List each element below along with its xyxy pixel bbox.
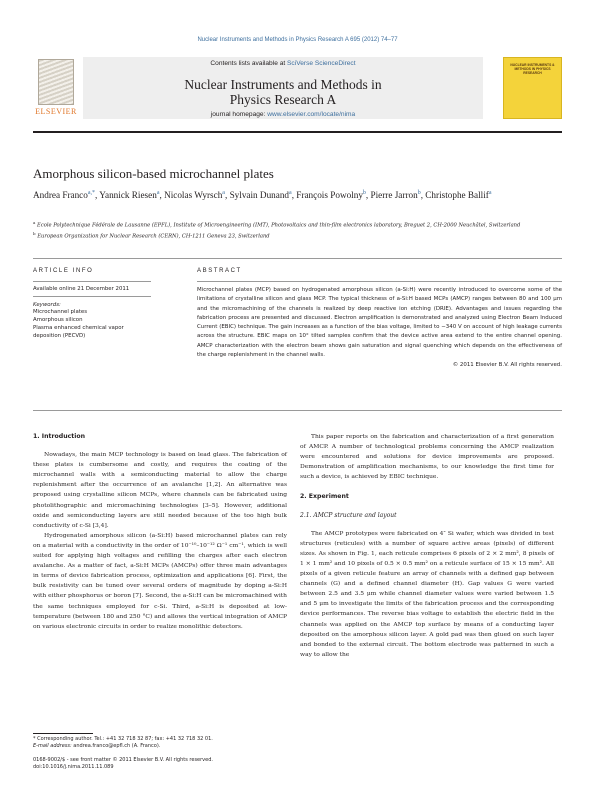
elsevier-logo xyxy=(33,57,79,119)
author-affiliation-mark: b xyxy=(362,190,366,196)
homepage-link[interactable]: www.elsevier.com/locate/nima xyxy=(267,111,356,118)
author-name: Christophe Ballif xyxy=(425,190,489,201)
cover-title: NUCLEAR INSTRUMENTS & METHODS IN PHYSICS RESEARCH xyxy=(510,63,555,75)
journal-title: Nuclear Instruments and Methods in Physics Research A xyxy=(184,77,382,107)
article-info xyxy=(33,268,151,340)
masthead-rule xyxy=(33,131,562,133)
keywords-heading: Keywords: xyxy=(33,302,61,308)
author-affiliation-mark: a,* xyxy=(87,190,96,196)
abstract-heading: ABSTRACT xyxy=(197,268,242,274)
sciencedirect-link[interactable]: SciVerse ScienceDirect xyxy=(287,60,356,67)
masthead xyxy=(33,57,562,129)
email-link[interactable]: andrea.franco@epfl.ch (A. Franco). xyxy=(71,743,161,750)
keyword: Microchannel plates xyxy=(33,309,88,315)
doi-link[interactable]: doi:10.1016/j.nima.2011.11.089 xyxy=(33,764,114,771)
keyword: Amorphous silicon xyxy=(33,317,83,323)
author-affiliation-mark: b xyxy=(417,190,421,196)
abstract xyxy=(197,268,562,368)
journal-reference: Nuclear Instruments and Methods in Physics Research A 695 (2012) 74–77 xyxy=(197,37,398,43)
issn-doi: 0168-9002/$ - see front matter © 2011 Elsevier B.V. All rights reserved. doi:10.1016/j.nima.2011.11.089 xyxy=(33,757,287,771)
author-list: Andrea Franco$^{a,*}$, Yannick Riesen$^a$, Nicolas Wyrsch$^a$, Sylvain Dunand$^a$, François Powolny$^b$, Pierre Jarron$^b$, Christophe Ballif$^a$ xyxy=(33,190,492,201)
article-title: Amorphous silicon-based microchannel plates xyxy=(33,166,274,181)
affiliations xyxy=(33,219,562,241)
paragraph: Hydrogenated amorphous silicon (a-Si:H) based microchannel plates can rely on a material with a conductivity in the order of 10⁻¹⁰–10⁻¹² Ω⁻¹ cm⁻¹, which is well suited for applying high voltages and refilling the charges after each electron avalanche. As a matter of fact, a-Si:H MCPs (AMCPs) offer three main advantages in terms of device fabrication process, optimization and applications [6]. First, the bulk resistivity can be tuned over several orders of magnitude by doping a-Si:H with either phosphorus or boron [7]. Second, the a-Si:H can be micromachined with the same techniques employed for c-Si. Third, a-Si:H is deposited at low-temperature (between 180 and 250 °C) and allows the vertical integration of AMCP on various electronic circuits in order to realize monolithic detectors. xyxy=(33,531,287,630)
abstract-rule xyxy=(197,281,562,282)
author-name: Andrea Franco xyxy=(33,190,88,201)
author-affiliation-mark: a xyxy=(222,190,225,196)
author-name: François Powolny xyxy=(296,190,363,201)
affiliation-rule xyxy=(33,258,562,259)
author-name: Pierre Jarron xyxy=(370,190,418,201)
section-heading-introduction: 1. Introduction xyxy=(33,433,86,440)
body-right-column xyxy=(300,432,554,660)
author-affiliation-mark: a xyxy=(156,190,160,196)
author-affiliation-mark: a xyxy=(289,190,292,196)
author-name: Sylvain Dunand xyxy=(229,190,290,201)
history-rule xyxy=(33,296,151,297)
keyword: Plasma enhanced chemical vapor xyxy=(33,325,124,331)
paragraph: The AMCP prototypes were fabricated on 4″ Si wafer, which was divided in test structures (reticules) with a number of square active areas (pixels) of different sizes. As shown in Fig. 1, each reticule comprises 6 pixels of 2 × 2 mm², 8 pixels of 1 × 1 mm² and 10 pixels of 0.5 × 0.5 mm² on a reticule surface of 15 × 15 mm². All pixels of a given reticule feature an array of channels with a defined gap between channels (G) and a defined channel diameter (H). Gap values G were varied between 2.5 and 3.5 μm while channel diameter values were varied between 1.5 and 5 μm to investigate the limits of the fabrication process and the corresponding device performances. The reverse bias voltage to establish the electric field in the channels was applied on the AMCP top surface by means of a conducting layer deposited on the amorphous silicon layer. A gold pad was then glued on such layer and bonded to the external circuit. The bottom electrode was patterned in such a way to allow the xyxy=(300,529,554,658)
copyright: © 2011 Elsevier B.V. All rights reserved. xyxy=(452,362,562,369)
body-left-column xyxy=(33,432,287,632)
author-affiliation-mark: a xyxy=(488,190,492,196)
tree-icon xyxy=(38,59,74,105)
section-heading-experiment: 2. Experiment xyxy=(300,493,349,501)
keyword: deposition (PECVD) xyxy=(33,333,86,339)
paragraph: Nowadays, the main MCP technology is based on lead glass. The fabrication of these plates is cumbersome and costly, and requires the coating of the microchannel walls with a semiconducting material to allow the charge replenishment after the occurrence of an avalanche [1,2]. An alternative was proposed using crystalline silicon MCPs, where channels can be fabricated using photolithographic and micromachining technologies [3–5]. However, additional oxide and semiconducting layers are still needed because of the too high bulk conductivity of c-Si [3,4]. xyxy=(33,451,287,529)
affiliation-b: $^b$ European Organization for Nuclear Research (CERN), CH-1211 Geneva 23, Switzerland xyxy=(33,231,270,240)
subsection-heading-structure: 2.1. AMCP structure and layout xyxy=(300,511,397,519)
homepage-line: journal homepage: www.elsevier.com/locate/nima xyxy=(210,111,356,118)
contents-line: Contents lists available at SciVerse ScienceDirect xyxy=(210,60,356,67)
article-history: Available online 21 December 2011 xyxy=(33,286,130,292)
corresponding-author-footnote: * Corresponding author. Tel.: +41 32 718 32 87; fax: +41 32 718 32 01. E-mail address: andrea.franco@epfl.ch (A. Franco). xyxy=(33,736,213,750)
footnote-rule xyxy=(33,733,93,734)
affiliation-a: $^a$ Ecole Polytechnique Fédérale de Lausanne (EPFL), Institute of Microengineering (IMT), Photovoltaics and thin-film electronics laboratory, Breguet 2, CH-2000 Neuchâtel, Switzerland xyxy=(33,220,521,229)
article-info-rule xyxy=(33,281,151,282)
author-name: Yannick Riesen xyxy=(99,190,157,201)
article-info-heading: ARTICLE INFO xyxy=(33,268,94,274)
paragraph: This paper reports on the fabrication and characterization of a first generation of AMCP. A number of technological problems concerning the AMCP realization were encountered and solutions for device improvements are proposed. Demonstration of amplification mechanisms, to our knowledge the first time for such a device, is achieved by EBIC technique. xyxy=(300,433,554,481)
abstract-text: Microchannel plates (MCP) based on hydrogenated amorphous silicon (a-Si:H) were recently introduced to overcome some of the limitations of crystalline silicon and glass MCP. The typical thickness of a-Si:H based MCPs (AMCP) ranges between 80 and 100 μm and the micromachining of the channels is realized by deep reactive ion etching (DRIE). Advantages and issues regarding the fabrication process are presented and discussed. Electron amplification is demonstrated and analyzed using Electron Beam Induced Current (EBIC) technique. The gain increases as a function of the bias voltage, limited to −340 V on account of high leakage currents across the structure. EBIC maps on 10° tilted samples confirm that the device active area extend to the entire channel opening. AMCP characterization with the electron beam shows gain saturation and signal quenching which depends on the effectiveness of the charge replenishment in the channel walls. xyxy=(197,287,562,359)
abstract-bottom-rule xyxy=(33,410,562,411)
publisher-name: ELSEVIER xyxy=(35,107,77,116)
author-name: Nicolas Wyrsch xyxy=(164,190,223,201)
journal-cover-thumbnail xyxy=(503,57,562,119)
masthead-box xyxy=(83,57,483,119)
